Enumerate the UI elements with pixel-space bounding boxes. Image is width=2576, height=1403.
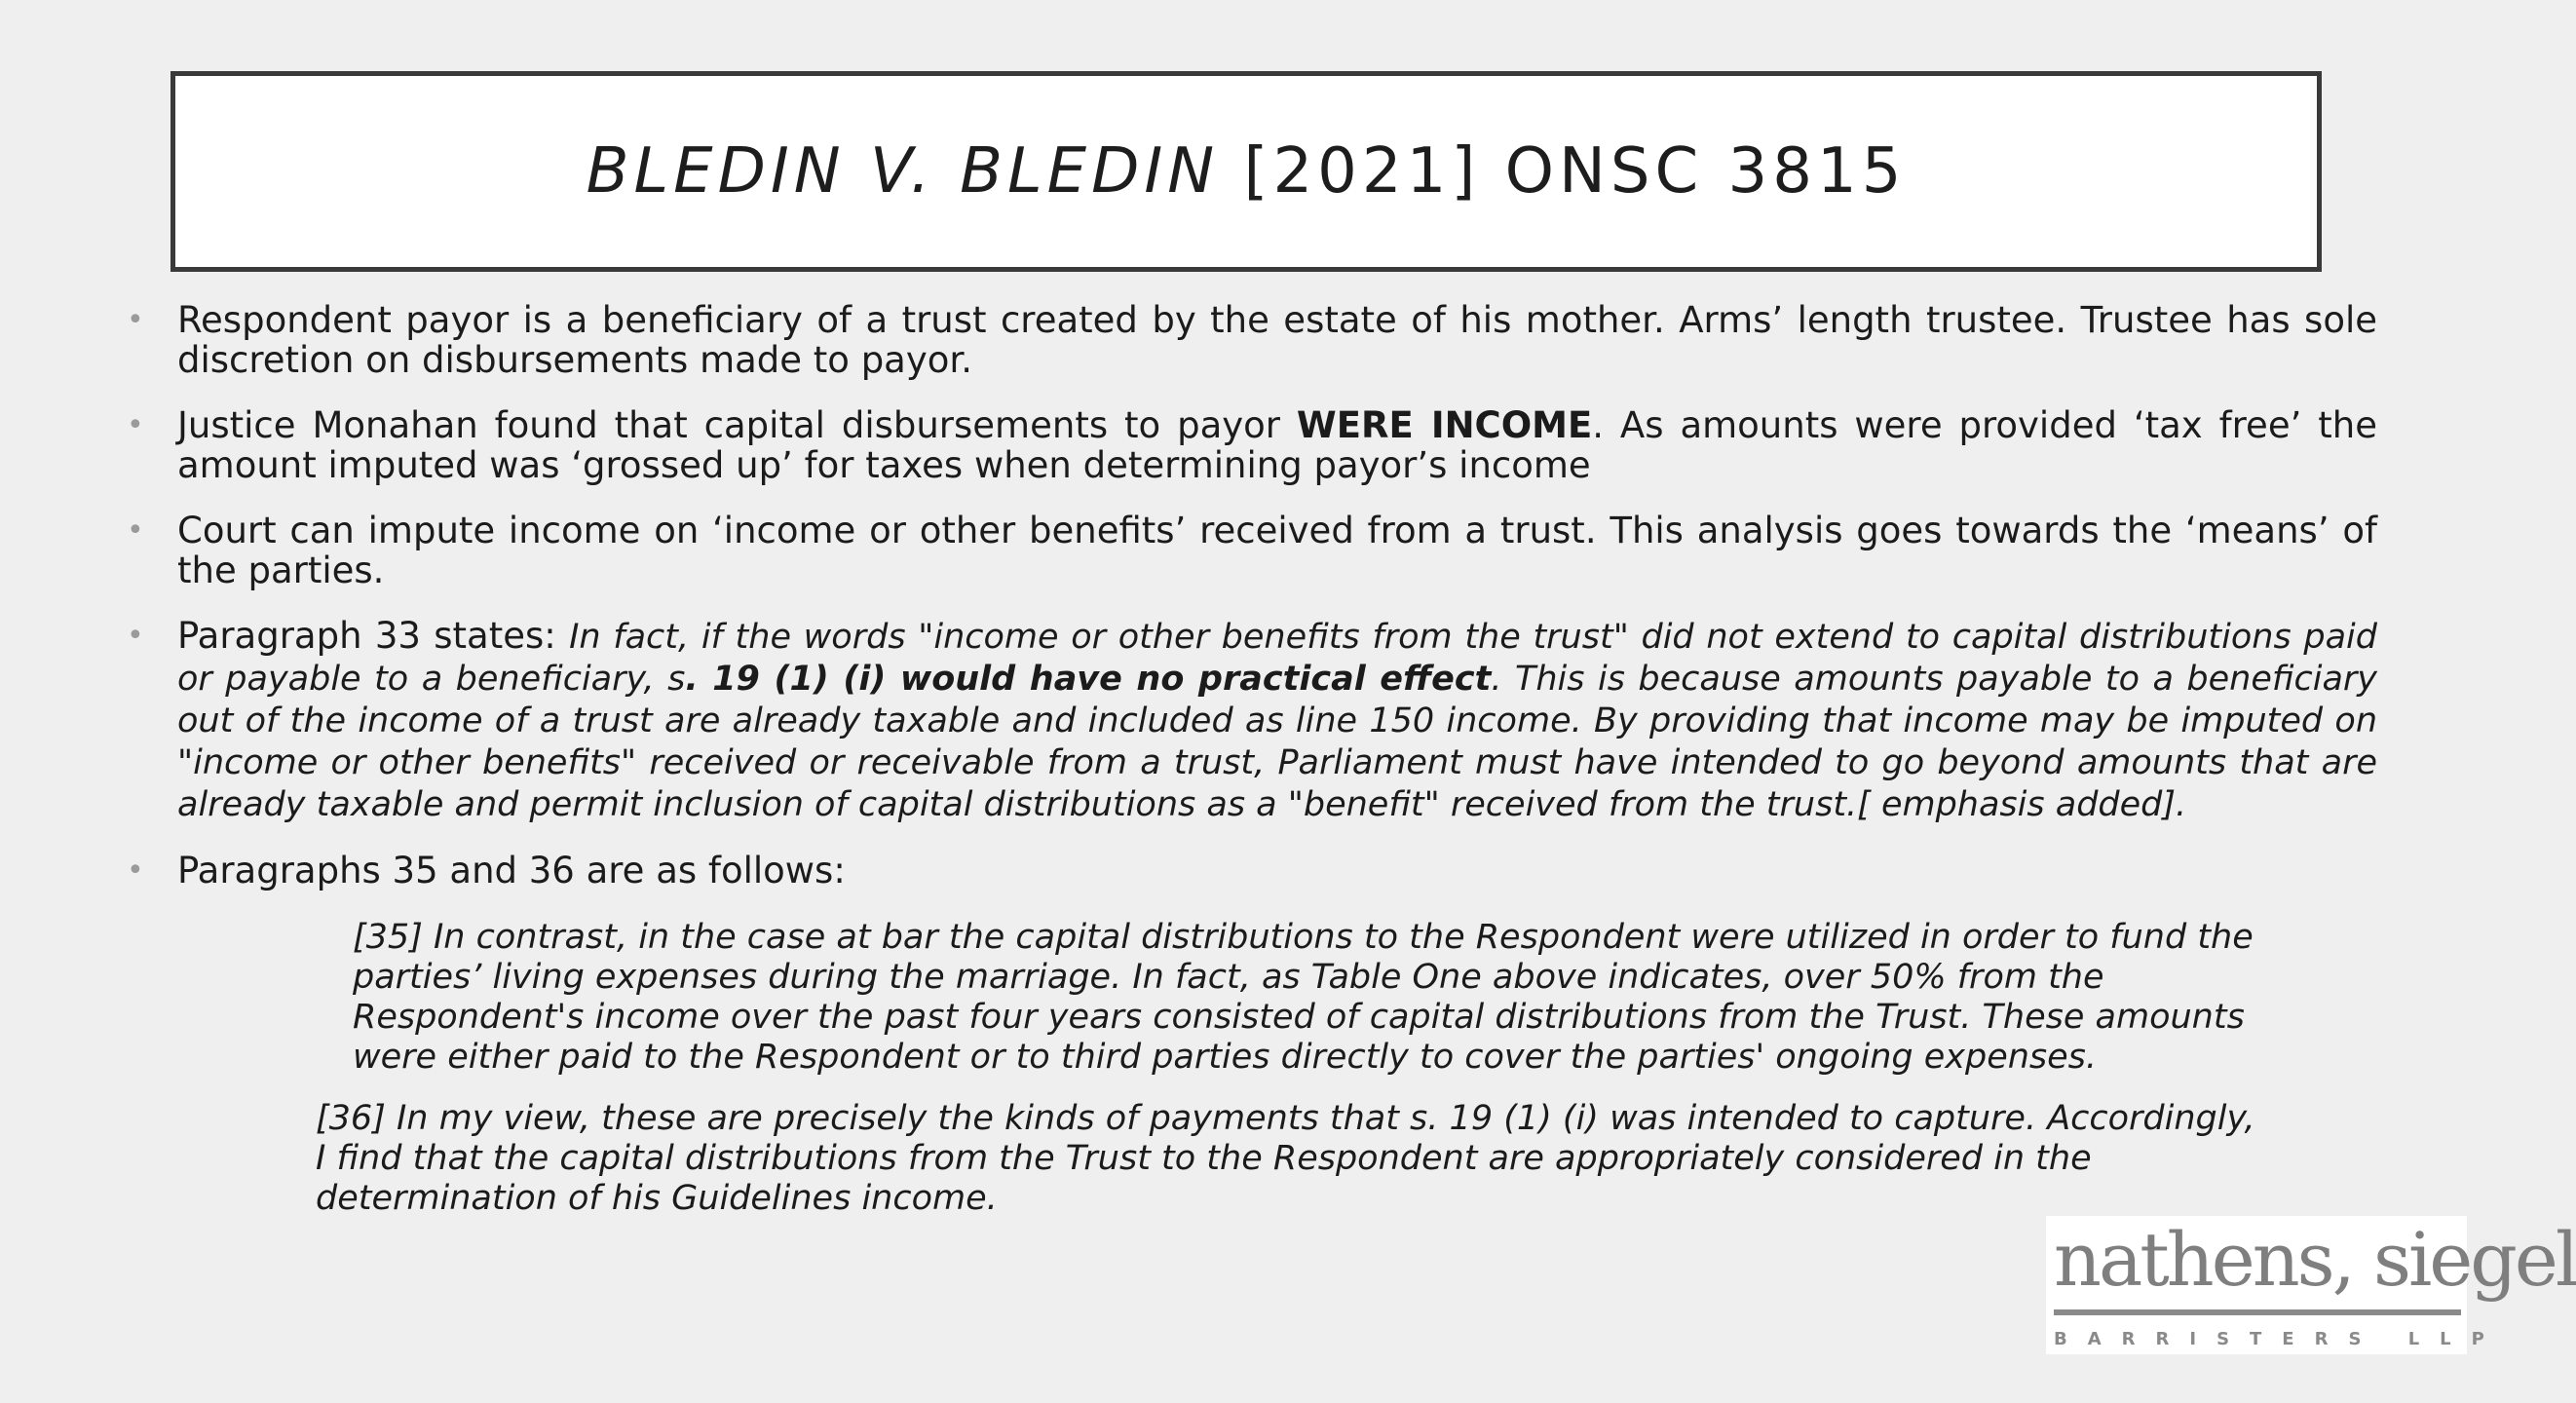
title-box [170, 71, 2322, 272]
paragraph-33-quote-a: In fact, if the words "income or other benefits from the trust" did not extend to capital distributions paid or payable to a beneficiary, s [177, 618, 2377, 699]
title-citation: [2021] ONSC 3815 [1219, 135, 1907, 208]
slide-title [587, 135, 1907, 208]
bullet-text: Court can impute income on ‘income or other benefits’ received from a trust. This analysis goes towards the ‘means’ of the parties. [177, 510, 2377, 591]
bullet-item-trust [127, 300, 2377, 380]
paragraph-33-lead: Paragraph 33 states: [177, 615, 570, 657]
bullet-item-paragraph-33 [127, 616, 2377, 825]
bullet-dot-icon: • [127, 408, 144, 442]
logo-name: nathens, siegel [2054, 1216, 2576, 1303]
bullet-text: Respondent payor is a beneficiary of a trust created by the estate of his mother. Arms’ length trustee. Trustee has sole discretion on disbursements made to payor. [177, 299, 2377, 381]
bullet-text: Paragraphs 35 and 36 are as follows: [177, 850, 846, 891]
bullet-dot-icon: • [127, 303, 144, 337]
bullet-text [177, 405, 2377, 485]
bullet-item-monahan [127, 405, 2377, 485]
logo-rule [2054, 1309, 2461, 1315]
bullet-dot-icon: • [127, 619, 144, 653]
quote-paragraph-35: [35] In contrast, in the case at bar the capital distributions to the Respondent were utilized in order to fund the parties’ living expenses during the marriage. In fact, as Table One above indicates, over 50% from the Respondent's income over the past four years consisted of capital distributions from the Trust. These amounts were either paid to the Respondent or to third parties directly to cover the parties' ongoing expenses. [353, 918, 2254, 1077]
bullet-text-before: Justice Monahan found that capital disbursements to payor [177, 404, 1297, 446]
logo-subtitle: BARRISTERS LLP [2054, 1329, 2505, 1349]
paragraph-33-quote-emphasis: . 19 (1) (i) would have no practical effect [685, 660, 1492, 699]
block-quote [316, 918, 2270, 1219]
bullet-emphasis: WERE INCOME [1296, 404, 1593, 446]
firm-logo [2046, 1216, 2576, 1354]
bullet-text-after: . As amounts were provided ‘tax free’ the amount imputed was ‘grossed up’ for taxes when determining payor’s income [177, 404, 2377, 486]
title-case-name: BLEDIN V. BLEDIN [586, 135, 1220, 208]
bullet-dot-icon: • [127, 513, 144, 548]
bullet-text [177, 616, 2377, 825]
bullet-item-paragraphs-35-36 [127, 851, 2377, 891]
bullet-list [127, 300, 2377, 1240]
quote-paragraph-36: [36] In my view, these are precisely the kinds of payments that s. 19 (1) (i) was intended to capture. Accordingly, I find that the capital distributions from the Trust to the Respondent are appropriately considered in the determination of his Guidelines income. [316, 1099, 2255, 1218]
bullet-dot-icon: • [127, 853, 144, 888]
paragraph-33-quote-b: . This is because amounts payable to a beneficiary out of the income of a trust are already taxable and included as line 150 income. By providing that income may be imputed on "income or other benefits" received or receivable from a trust, Parliament must have intended to go beyond amounts that are already taxable and permit inclusion of capital distributions as a "benefit" received from the trust.[ emphasis added]. [177, 660, 2377, 824]
bullet-item-impute [127, 511, 2377, 590]
